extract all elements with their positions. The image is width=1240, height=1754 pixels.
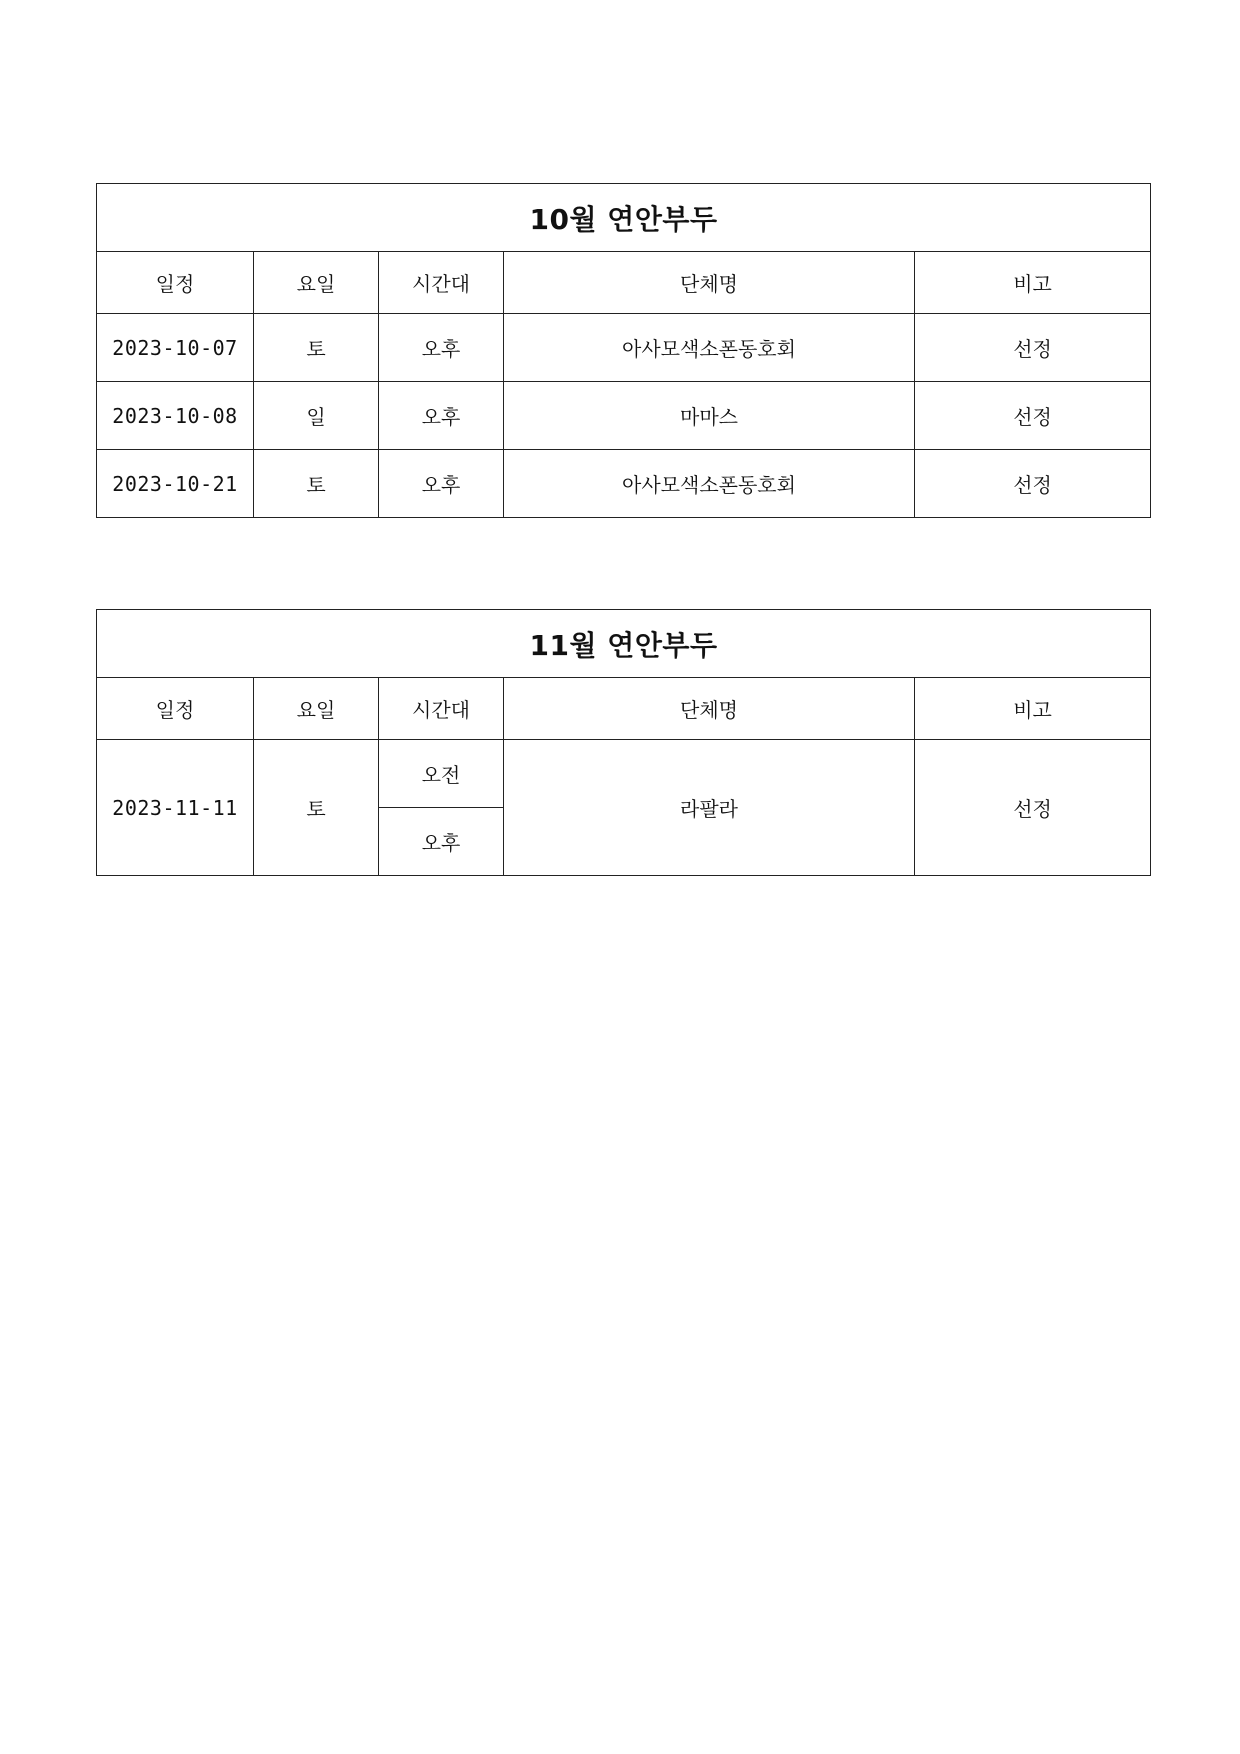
table-title: 11월 연안부두 [97,610,1151,678]
header-day: 요일 [254,252,379,314]
header-row [97,678,1151,740]
group-cell: 아사모색소폰동호회 [504,450,915,518]
table-title: 10월 연안부두 [97,184,1151,252]
november-schedule-table [96,609,1151,876]
table-row [97,450,1151,518]
header-row [97,252,1151,314]
group-cell: 라팔라 [504,740,915,876]
table-row [97,382,1151,450]
date-cell: 2023-10-21 [97,450,254,518]
time-cell: 오후 [379,314,504,382]
header-day: 요일 [254,678,379,740]
day-cell: 토 [254,314,379,382]
time-cell-afternoon: 오후 [379,808,504,876]
table-row [97,314,1151,382]
header-date: 일정 [97,252,254,314]
header-date: 일정 [97,678,254,740]
time-cell: 오후 [379,450,504,518]
date-cell: 2023-10-08 [97,382,254,450]
header-time: 시간대 [379,678,504,740]
header-note: 비고 [915,252,1151,314]
date-cell: 2023-11-11 [97,740,254,876]
group-cell: 마마스 [504,382,915,450]
header-group: 단체명 [504,252,915,314]
header-group: 단체명 [504,678,915,740]
header-time: 시간대 [379,252,504,314]
note-cell: 선정 [915,740,1151,876]
date-cell: 2023-10-07 [97,314,254,382]
time-cell: 오후 [379,382,504,450]
time-cell-morning: 오전 [379,740,504,808]
note-cell: 선정 [915,382,1151,450]
group-cell: 아사모색소폰동호회 [504,314,915,382]
october-schedule-table [96,183,1151,518]
note-cell: 선정 [915,314,1151,382]
day-cell: 토 [254,450,379,518]
note-cell: 선정 [915,450,1151,518]
day-cell: 토 [254,740,379,876]
header-note: 비고 [915,678,1151,740]
table-row [97,740,1151,808]
day-cell: 일 [254,382,379,450]
